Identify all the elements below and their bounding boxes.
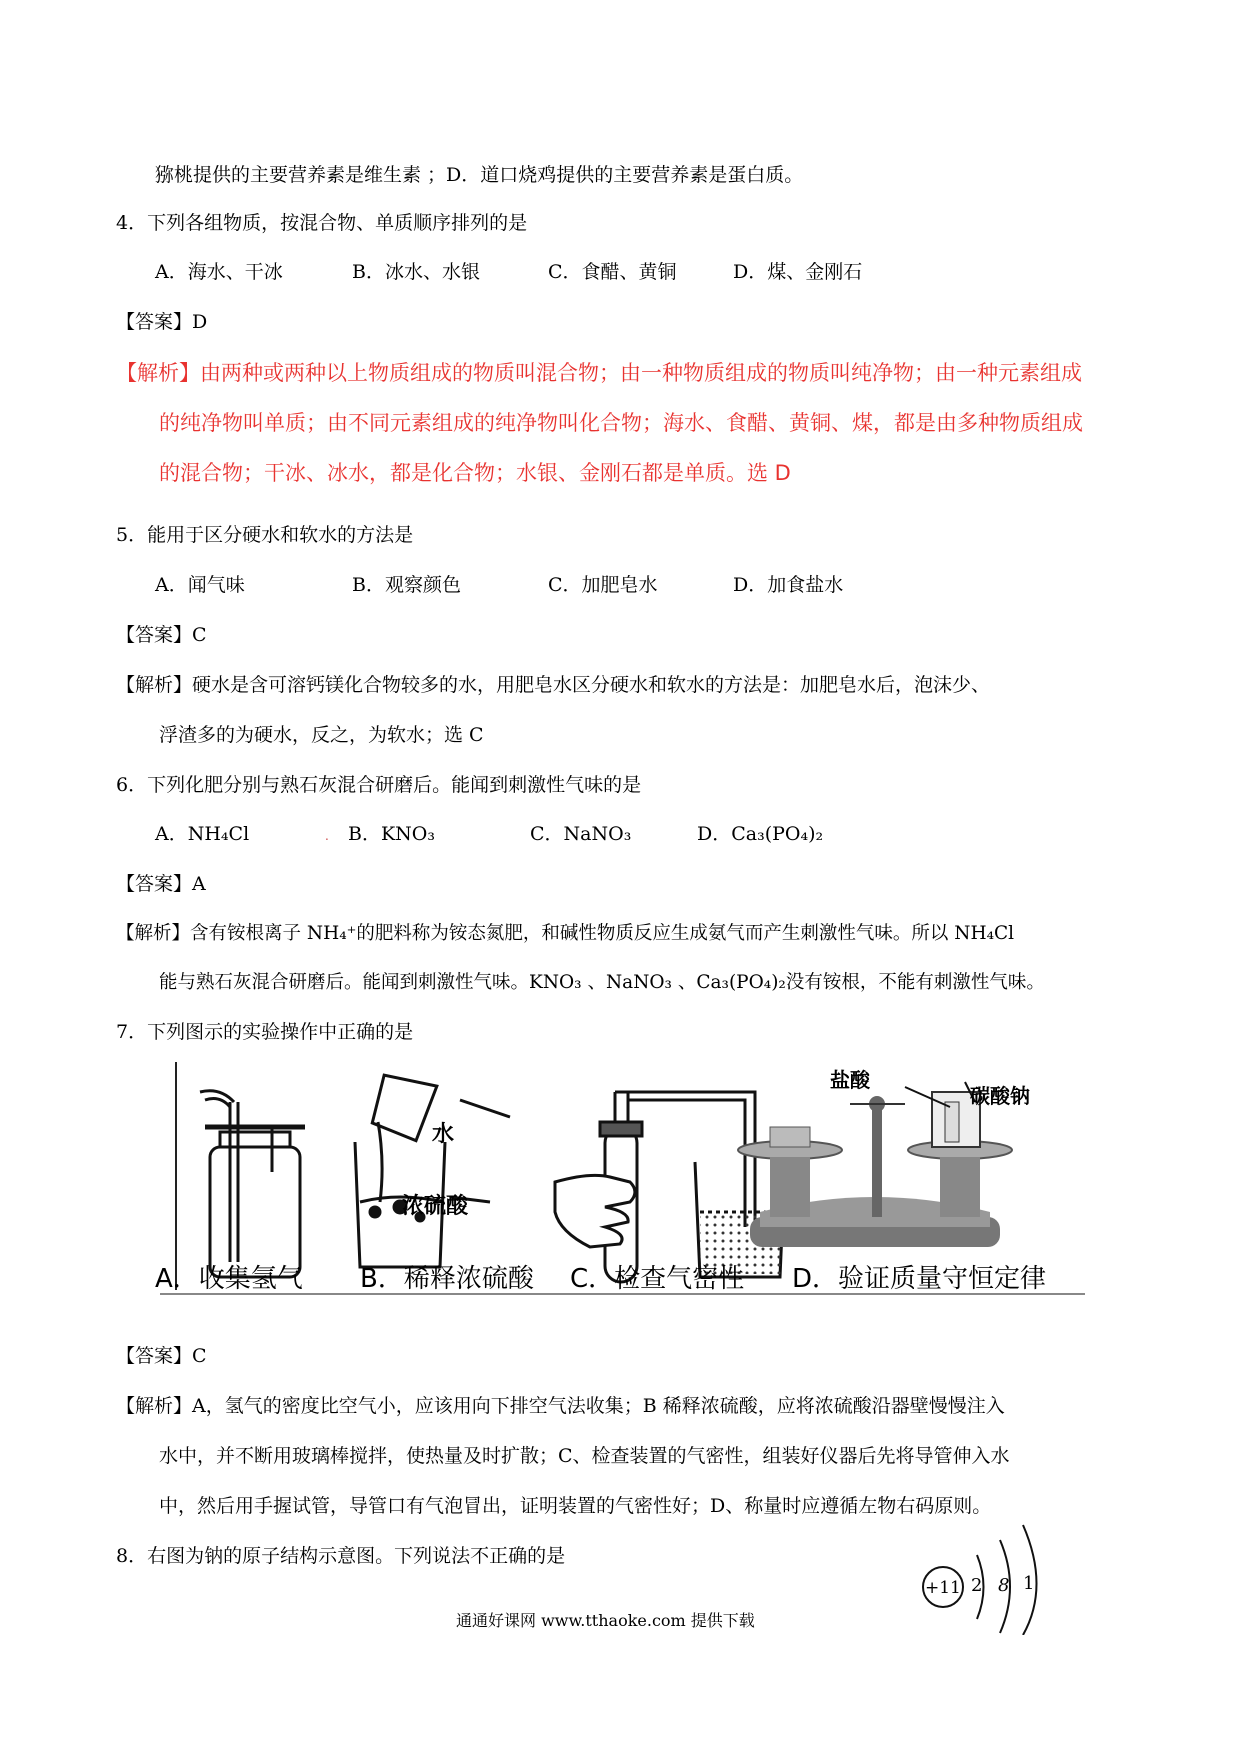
q6-option-b: B．KNO₃ <box>348 823 435 845</box>
sodium-atom-diagram <box>915 1515 1050 1635</box>
airtightness-check-icon <box>555 1092 785 1282</box>
q5-option-d: D．加食盐水 <box>733 574 844 596</box>
q5-option-c: C．加肥皂水 <box>548 574 658 596</box>
q4-option-c: C．食醋、黄铜 <box>548 261 677 283</box>
q7-explanation-2: 水中，并不断用玻璃棒搅拌，使热量及时扩散；C、检查装置的气密性，组装好仪器后先将导管伸入水 <box>159 1445 1010 1467</box>
q6-option-c: C．NaNO₃ <box>530 823 632 845</box>
q4-option-b: B．冰水、水银 <box>352 261 480 283</box>
q4-option-d: D．煤、金刚石 <box>733 261 863 283</box>
caption-c: C．检查气密性 <box>570 1264 745 1294</box>
q8-stem: 8．右图为钠的原子结构示意图。下列说法不正确的是 <box>116 1545 566 1567</box>
label-conc-sulfuric-acid: 浓硫酸 <box>402 1194 469 1219</box>
nucleus-charge: +11 <box>925 1578 961 1598</box>
caption-a: A．收集氢气 <box>155 1264 303 1294</box>
q6-explanation-1: 【解析】含有铵根离子 NH₄⁺的肥料称为铵态氮肥，和碱性物质反应生成氨气而产生刺激性气味。所以 NH₄Cl <box>116 923 1015 944</box>
q7-answer: 【答案】C <box>116 1345 207 1367</box>
caption-b: B．稀释浓硫酸 <box>360 1264 534 1294</box>
q6-option-d: D．Ca₃(PO₄)₂ <box>697 823 824 845</box>
q6-answer: 【答案】A <box>116 873 206 895</box>
q5-option-b: B．观察颜色 <box>352 574 461 596</box>
q3-tail-line: 猕桃提供的主要营养素是维生素 ；D．道口烧鸡提供的主要营养素是蛋白质。 <box>155 164 804 186</box>
q7-explanation-1: 【解析】A，氢气的密度比空气小，应该用向下排空气法收集；B 稀释浓硫酸，应将浓硫酸沿器壁慢慢注入 <box>116 1395 1005 1417</box>
gas-bottle-icon <box>200 1091 305 1277</box>
q6-stem: 6．下列化肥分别与熟石灰混合研磨后。能闻到刺激性气味的是 <box>116 774 642 796</box>
label-hydrochloric-acid: 盐酸 <box>830 1068 870 1092</box>
q5-stem: 5．能用于区分硬水和软水的方法是 <box>116 524 414 546</box>
shell-3-electrons: 1 <box>1023 1573 1035 1594</box>
label-water: 水 <box>432 1122 455 1147</box>
q7-stem: 7．下列图示的实验操作中正确的是 <box>116 1021 414 1043</box>
q7-figure <box>155 1062 1090 1307</box>
q4-answer: 【答案】D <box>116 311 208 333</box>
q5-answer: 【答案】C <box>116 624 207 646</box>
page-footer: 通通好课网 www.tthaoke.com 提供下载 <box>456 1611 755 1630</box>
q6-explanation-2: 能与熟石灰混合研磨后。能闻到刺激性气味。KNO₃ 、NaNO₃ 、Ca₃(PO₄)₂没有铵根，不能有刺激性气味。 <box>159 972 1045 993</box>
q4-explanation-2: 的纯净物叫单质；由不同元素组成的纯净物叫化合物；海水、食醋、黄铜、煤，都是由多种物质组成 <box>159 411 1083 435</box>
q4-option-a: A．海水、干冰 <box>155 261 283 283</box>
q6-option-a: A．NH₄Cl <box>155 823 250 845</box>
q6-stray-dot: . <box>325 829 329 843</box>
q4-explanation-1: 【解析】由两种或两种以上物质组成的物质叫混合物；由一种物质组成的物质叫纯净物；由一种元素组成 <box>116 361 1082 385</box>
balance-scale-icon <box>738 1092 1012 1247</box>
shell-1-electrons: 2 <box>971 1575 983 1596</box>
q5-explanation-2: 浮渣多的为硬水，反之，为软水；选 C <box>159 724 484 746</box>
q7-explanation-3: 中，然后用手握试管，导管口有气泡冒出，证明装置的气密性好；D、称量时应遵循左物右码原则。 <box>159 1495 992 1517</box>
q5-option-a: A．闻气味 <box>155 574 245 596</box>
q5-explanation-1: 【解析】硬水是含可溶钙镁化合物较多的水，用肥皂水区分硬水和软水的方法是：加肥皂水后，泡沫少、 <box>116 674 991 696</box>
label-sodium-carbonate: 碳酸钠 <box>970 1084 1030 1108</box>
q4-stem: 4．下列各组物质，按混合物、单质顺序排列的是 <box>116 212 528 234</box>
caption-d: D．验证质量守恒定律 <box>792 1264 1047 1294</box>
beaker-pour-icon <box>355 1066 510 1267</box>
shell-2-electrons: 8 <box>998 1575 1010 1596</box>
q4-explanation-3: 的混合物；干冰、冰水，都是化合物；水银、金刚石都是单质。选 D <box>159 461 791 485</box>
